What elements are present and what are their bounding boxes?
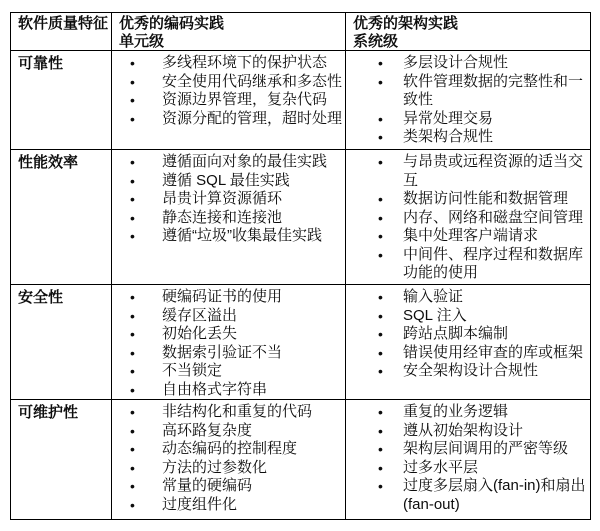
table-row-performance-efficiency: [11, 150, 591, 285]
practice-item-text: 安全使用代码继承和多态性: [162, 72, 343, 90]
characteristic-label: [11, 400, 112, 520]
practice-item: [346, 153, 588, 190]
practice-item: [346, 440, 588, 459]
coding-practices-list: [112, 403, 343, 514]
coding-practices-cell: [112, 400, 346, 520]
practice-item: [346, 459, 588, 478]
practice-item: [346, 307, 588, 326]
practice-item-text: 异常处理交易: [403, 109, 494, 127]
coding-practices-list: [112, 288, 343, 399]
practice-item-text: 过多水平层: [403, 458, 479, 476]
bullet-icon: •: [378, 326, 383, 342]
practice-item: [112, 153, 343, 172]
bullet-icon: •: [378, 129, 383, 145]
table-row-maintainability: [11, 400, 591, 520]
bullet-icon: •: [130, 307, 135, 324]
characteristic-label: [11, 285, 112, 400]
header-text-line2: 单元级: [119, 32, 165, 50]
bullet-icon: •: [130, 289, 135, 305]
practice-item-text: 内存、网络和磁盘空间管理: [403, 208, 584, 226]
practice-item: [112, 54, 343, 73]
practice-item: [346, 325, 588, 344]
characteristic-text: 可靠性: [18, 55, 64, 72]
practice-item-text: 输入验证: [403, 288, 464, 305]
header-quality-characteristic: [11, 13, 112, 51]
practice-item: [112, 227, 343, 246]
table-row-security: [11, 285, 591, 400]
bullet-icon: •: [378, 404, 383, 420]
practice-item-text: 过度多层扇入(fan-in)和扇出(fan-out): [403, 477, 586, 513]
practice-item: [112, 477, 343, 496]
practice-item-text: 静态连接和连接池: [162, 208, 283, 226]
header-text-line1: 优秀的编码实践: [119, 15, 225, 32]
practice-item-text: 遵循面向对象的最佳实践: [162, 153, 328, 170]
practice-item: [346, 190, 588, 209]
bullet-icon: •: [130, 209, 135, 226]
header-text-line2: 系统级: [353, 32, 399, 50]
practice-item-text: 错误使用经审查的库或框架: [403, 343, 584, 361]
bullet-icon: •: [378, 422, 383, 439]
header-architecture-practices: [346, 13, 591, 51]
architecture-practices-list: [346, 403, 588, 514]
practice-item: [112, 459, 343, 478]
practice-item: [112, 422, 343, 441]
practice-item-text: 硬编码证书的使用: [162, 288, 283, 305]
practice-item-text: 缓存区溢出: [162, 306, 238, 324]
architecture-practices-list: [346, 288, 588, 381]
bullet-icon: •: [378, 228, 383, 244]
architecture-practices-cell: [346, 285, 591, 400]
coding-practices-list: [112, 54, 343, 128]
bullet-icon: •: [130, 228, 135, 244]
architecture-practices-cell: [346, 400, 591, 520]
practice-item: [112, 362, 343, 381]
header-text-line1: 优秀的架构实践: [353, 15, 459, 32]
practice-item: [112, 110, 343, 129]
bullet-icon: •: [130, 441, 135, 457]
practice-item: [346, 227, 588, 246]
bullet-icon: •: [130, 422, 135, 439]
practice-item-text: 软件管理数据的完整性和一致性: [403, 72, 584, 108]
practice-item-text: 数据访问性能和数据管理: [403, 190, 569, 207]
coding-practices-cell: [112, 150, 346, 285]
architecture-practices-cell: [346, 150, 591, 285]
coding-practices-cell: [112, 285, 346, 400]
practice-item-text: 数据索引验证不当: [162, 343, 283, 361]
practice-item-text: 多层设计合规性: [403, 54, 509, 71]
bullet-icon: •: [378, 246, 383, 263]
bullet-icon: •: [378, 344, 383, 361]
bullet-icon: •: [130, 496, 135, 513]
practice-item: [346, 362, 588, 381]
table-header-row: [11, 13, 591, 51]
practice-item: [112, 403, 343, 422]
practice-item-text: 昂贵计算资源循环: [162, 190, 283, 207]
practice-item: [346, 246, 588, 283]
practice-item-text: 方法的过参数化: [162, 458, 268, 476]
bullet-icon: •: [378, 209, 383, 226]
bullet-icon: •: [378, 110, 383, 127]
practice-item: [346, 128, 588, 147]
characteristic-text: 可维护性: [18, 404, 79, 421]
practice-item-text: SQL 注入: [403, 306, 467, 324]
quality-practices-table: [10, 12, 591, 520]
architecture-practices-list: [346, 153, 588, 283]
bullet-icon: •: [378, 441, 383, 457]
characteristic-text: 安全性: [18, 289, 64, 306]
practice-item: [346, 73, 588, 110]
bullet-icon: •: [378, 154, 383, 170]
bullet-icon: •: [378, 73, 383, 90]
bullet-icon: •: [378, 289, 383, 305]
bullet-icon: •: [130, 154, 135, 170]
practice-item-text: 遵从初始架构设计: [403, 421, 524, 439]
practice-item-text: 自由格式字符串: [162, 380, 268, 398]
practice-item: [346, 54, 588, 73]
characteristic-label: [11, 150, 112, 285]
header-text: 软件质量特征: [18, 15, 109, 32]
practice-item: [112, 496, 343, 515]
coding-practices-list: [112, 153, 343, 246]
practice-item-text: 遵循 SQL 最佳实践: [162, 171, 290, 189]
practice-item: [346, 422, 588, 441]
practice-item-text: 中间件、程序过程和数据库功能的使用: [403, 245, 584, 281]
practice-item-text: 不当锁定: [162, 362, 223, 379]
practice-item: [112, 209, 343, 228]
practice-item: [112, 190, 343, 209]
practice-item-text: 重复的业务逻辑: [403, 403, 509, 420]
practice-item: [346, 477, 588, 514]
practice-item-text: 集中处理客户端请求: [403, 227, 539, 244]
bullet-icon: •: [378, 363, 383, 379]
bullet-icon: •: [130, 344, 135, 361]
bullet-icon: •: [130, 92, 135, 108]
bullet-icon: •: [378, 478, 383, 494]
practice-item-text: 常量的硬编码: [162, 477, 253, 494]
practice-item: [112, 325, 343, 344]
practice-item: [112, 172, 343, 191]
practice-item: [112, 288, 343, 307]
bullet-icon: •: [130, 191, 135, 207]
bullet-icon: •: [130, 404, 135, 420]
coding-practices-cell: [112, 51, 346, 150]
practice-item-text: 多线程环境下的保护状态: [162, 54, 328, 71]
bullet-icon: •: [130, 363, 135, 379]
table-row-reliability: [11, 51, 591, 150]
bullet-icon: •: [378, 459, 383, 476]
practice-item-text: 安全架构设计合规性: [403, 362, 539, 379]
architecture-practices-list: [346, 54, 588, 147]
bullet-icon: •: [130, 55, 135, 71]
practice-item-text: 与昂贵或远程资源的适当交互: [403, 153, 584, 189]
practice-item-text: 高环路复杂度: [162, 421, 253, 439]
practice-item-text: 类架构合规性: [403, 128, 494, 145]
header-coding-practices: [112, 13, 346, 51]
bullet-icon: •: [130, 459, 135, 476]
bullet-icon: •: [130, 478, 135, 494]
practice-item: [346, 344, 588, 363]
practice-item-text: 资源边界管理，复杂代码: [162, 91, 328, 108]
practice-item-text: 非结构化和重复的代码: [162, 403, 313, 420]
bullet-icon: •: [378, 55, 383, 71]
practice-item: [346, 288, 588, 307]
bullet-icon: •: [130, 110, 135, 127]
bullet-icon: •: [130, 73, 135, 90]
practice-item: [112, 91, 343, 110]
practice-item-text: 动态编码的控制程度: [162, 440, 298, 457]
practice-item: [346, 110, 588, 129]
characteristic-text: 性能效率: [18, 154, 79, 171]
bullet-icon: •: [130, 381, 135, 398]
practice-item: [346, 403, 588, 422]
practice-item-text: 过度组件化: [162, 495, 238, 513]
practice-item-text: 遵循“垃圾”收集最佳实践: [162, 227, 322, 244]
practice-item-text: 资源分配的管理，超时处理: [162, 109, 343, 127]
characteristic-label: [11, 51, 112, 150]
practice-item: [112, 344, 343, 363]
bullet-icon: •: [378, 307, 383, 324]
architecture-practices-cell: [346, 51, 591, 150]
bullet-icon: •: [378, 191, 383, 207]
practice-item: [346, 209, 588, 228]
practice-item-text: 架构层间调用的严密等级: [403, 440, 569, 457]
practice-item-text: 跨站点脚本编制: [403, 325, 509, 342]
practice-item-text: 初始化丢失: [162, 325, 238, 342]
practice-item: [112, 381, 343, 400]
practice-item: [112, 440, 343, 459]
practice-item: [112, 307, 343, 326]
bullet-icon: •: [130, 172, 135, 189]
bullet-icon: •: [130, 326, 135, 342]
practice-item: [112, 73, 343, 92]
